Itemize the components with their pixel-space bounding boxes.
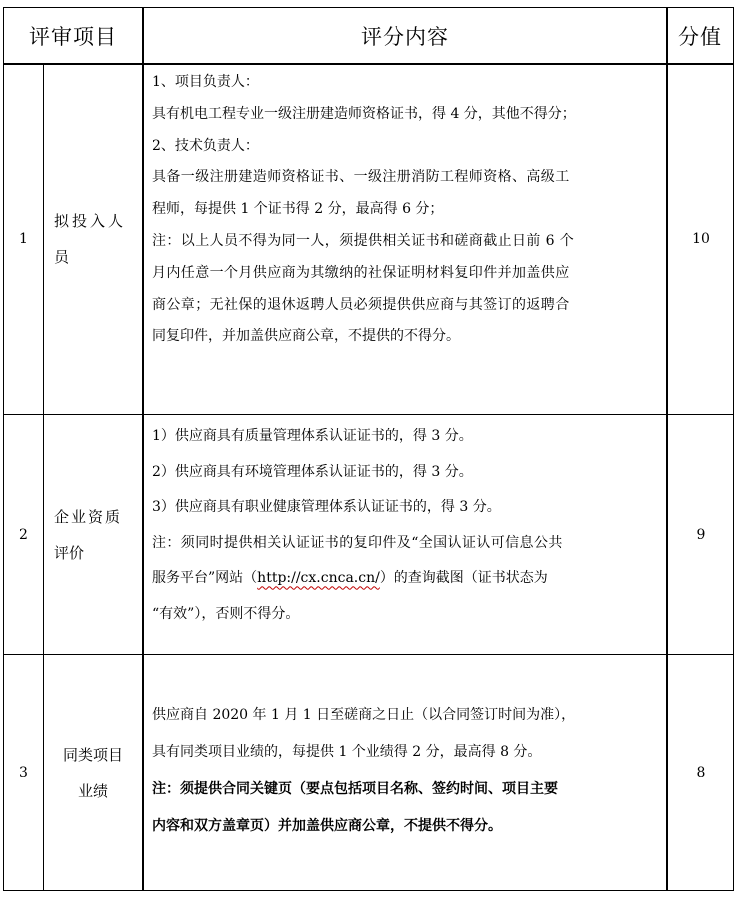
- content-text: ）的查询截图（证书状态为: [379, 570, 548, 587]
- row-number: 2: [19, 526, 28, 543]
- row-number: 3: [19, 764, 28, 781]
- row-score: 8: [696, 764, 706, 781]
- content-line: 商公章；无社保的退休返聘人员必须提供供应商与其签订的返聘合: [152, 296, 570, 313]
- item-line: 业绩: [77, 781, 108, 800]
- content-line: 具备一级注册建造师资格证书、一级注册消防工程师资格、高级工: [152, 169, 570, 186]
- content-line: 程师，每提供 1 个证书得 2 分，最高得 6 分；: [152, 201, 444, 218]
- row-item: [45, 415, 141, 654]
- content-line-bold: 注：须提供合同关键页（要点包括项目名称、签约时间、项目主要: [152, 781, 558, 797]
- row-content: [144, 67, 666, 353]
- content-line: 2）供应商具有环境管理体系认证证书的，得 3 分。: [152, 463, 473, 480]
- row-content: [144, 697, 666, 845]
- header-score: 分值: [678, 25, 722, 49]
- header-item: 评审项目: [29, 25, 117, 49]
- content-line: 注：以上人员不得为同一人，须提供相关证书和磋商截止日前 6 个: [152, 232, 575, 249]
- item-line: 评价: [54, 543, 85, 562]
- content-line: 1、项目负责人：: [152, 74, 259, 90]
- platform-url: http://cx.cnca.cn/: [257, 570, 380, 587]
- header-content: 评分内容: [361, 25, 449, 49]
- content-line: 具有同类项目业绩的，每提供 1 个业绩得 2 分，最高得 8 分。: [152, 744, 542, 760]
- row-item: [45, 64, 141, 414]
- content-line: [152, 561, 658, 597]
- content-line: “有效”），否则不得分。: [152, 605, 300, 622]
- content-line-bold: 内容和双方盖章页）并加盖供应商公章，不提供不得分。: [152, 818, 502, 834]
- content-line: 具有机电工程专业一级注册建造师资格证书，得 4 分，其他不得分；: [152, 105, 576, 122]
- row-score: 10: [692, 231, 710, 247]
- row-item: [45, 655, 141, 890]
- content-line: 注：须同时提供相关认证证书的复印件及“全国认证认可信息公共: [152, 534, 563, 551]
- content-text: 服务平台”网站（: [152, 570, 258, 587]
- content-line: 3）供应商具有职业健康管理体系认证证书的，得 3 分。: [152, 499, 501, 516]
- content-line: 同复印件，并加盖供应商公章，不提供的不得分。: [152, 328, 460, 345]
- scoring-table: [3, 7, 734, 891]
- content-line: 2、技术负责人：: [152, 137, 259, 154]
- content-line: 月内任意一个月供应商为其缴纳的社保证明材料复印件并加盖供应: [152, 264, 570, 281]
- row-content: [144, 419, 666, 633]
- divider: [43, 64, 44, 890]
- item-line: 员: [54, 248, 70, 266]
- content-line: 1）供应商具有质量管理体系认证证书的，得 3 分。: [152, 428, 473, 444]
- item-line: 企业资质: [54, 507, 123, 526]
- content-line: 供应商自 2020 年 1 月 1 日至磋商之日止（以合同签订时间为准），: [152, 707, 576, 723]
- row-number: 1: [19, 231, 28, 247]
- item-line: 拟投入人: [54, 212, 127, 230]
- row-score: 9: [696, 526, 706, 543]
- item-line: 同类项目: [62, 745, 123, 764]
